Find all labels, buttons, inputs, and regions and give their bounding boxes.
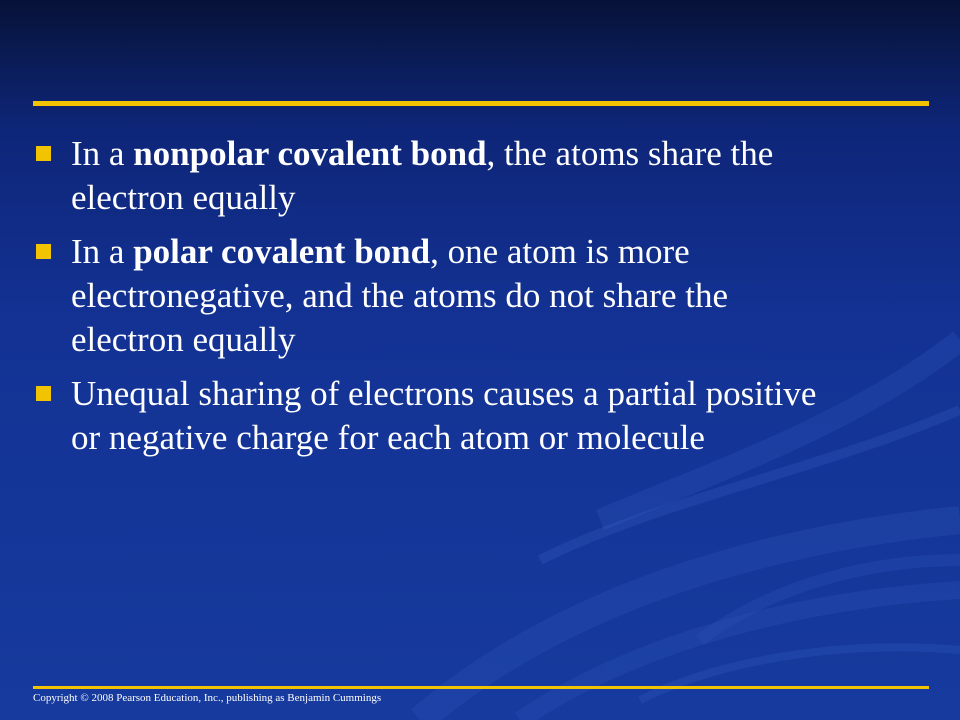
bullet-term-bold: nonpolar covalent bond — [133, 134, 487, 173]
bullet-term-bold: polar covalent bond — [133, 232, 431, 271]
bullet-text-rest: , the atoms share the electron equally — [71, 134, 774, 217]
bullet-item-polar — [32, 230, 832, 362]
bullet-item-unequal-sharing — [32, 372, 832, 460]
square-bullet-icon — [36, 244, 51, 259]
bullet-text-prefix: In a — [71, 134, 134, 173]
square-bullet-icon — [36, 146, 51, 161]
bullet-text-prefix: In a — [71, 232, 134, 271]
bullet-list — [32, 132, 832, 470]
bullet-item-nonpolar — [32, 132, 832, 220]
square-bullet-icon — [36, 386, 51, 401]
bullet-text-rest: , one atom is more electronegative, and the atoms do not share the electron equally — [71, 232, 728, 359]
top-divider-rule — [33, 101, 929, 106]
bottom-divider-rule — [33, 686, 929, 689]
bullet-text-rest: Unequal sharing of electrons causes a partial positive or negative charge for each atom or molecule — [71, 374, 817, 457]
copyright-notice: Copyright © 2008 Pearson Education, Inc., publishing as Benjamin Cummings — [33, 692, 382, 704]
